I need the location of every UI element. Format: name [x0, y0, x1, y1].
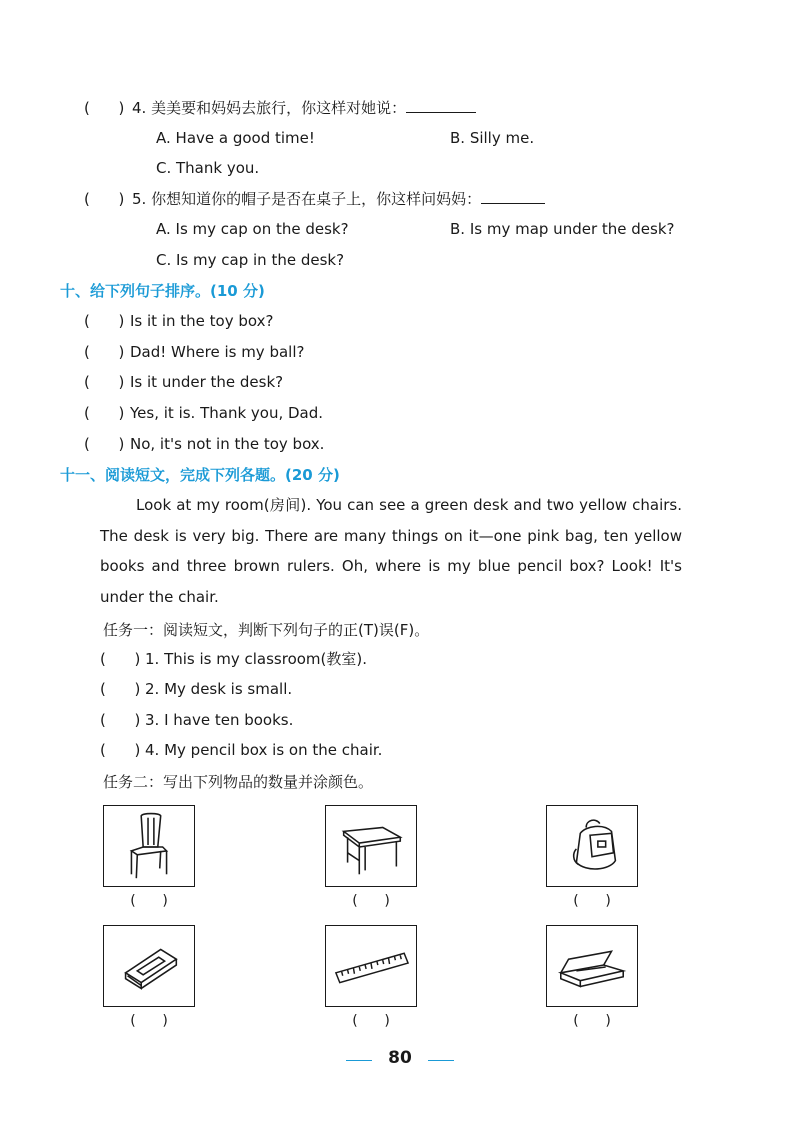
s10-sentence-3: Is it under the desk? [130, 373, 284, 391]
pencil-box-icon [547, 926, 637, 1006]
t1-statement-2: 2. My desk is small. [145, 680, 293, 698]
book-answer-paren[interactable]: ( ) [130, 1013, 168, 1029]
chair-picture [103, 805, 195, 887]
q5-option-b: B. Is my map under the desk? [450, 220, 675, 238]
t1-statement-4: 4. My pencil box is on the chair. [145, 741, 383, 759]
pencil-box-answer-paren[interactable]: ( ) [573, 1013, 611, 1029]
q4-stem [132, 98, 476, 118]
t1-statement-1: 1. This is my classroom(教室). [145, 650, 368, 668]
bag-picture [546, 805, 638, 887]
t1-paren-2[interactable]: ( ) [100, 680, 141, 698]
t1-statement-3: 3. I have ten books. [145, 711, 294, 729]
s10-paren-4[interactable]: ( ) [84, 404, 125, 422]
q5-option-c: C. Is my cap in the desk? [156, 251, 345, 269]
bag-answer-paren[interactable]: ( ) [573, 893, 611, 909]
q5-blank[interactable] [481, 189, 545, 204]
bag-icon [547, 806, 637, 886]
s10-sentence-2: Dad! Where is my ball? [130, 343, 305, 361]
s10-paren-3[interactable]: ( ) [84, 373, 125, 391]
desk-answer-paren[interactable]: ( ) [352, 893, 390, 909]
q4-answer-paren[interactable]: ( ) [84, 99, 125, 117]
book-icon [104, 926, 194, 1006]
t1-paren-3[interactable]: ( ) [100, 711, 141, 729]
q4-option-a: A. Have a good time! [156, 129, 315, 147]
s10-paren-2[interactable]: ( ) [84, 343, 125, 361]
ruler-icon [326, 926, 416, 1006]
s10-paren-5[interactable]: ( ) [84, 435, 125, 453]
desk-picture [325, 805, 417, 887]
reading-passage: Look at my room(房间). You can see a green desk and two yellow chairs. The desk is very big. There are many things on it—one pink bag, ten yellow books and three brown rulers. Oh, where is my blue pencil box? Look! It's under the chair. [100, 496, 682, 606]
page-number: 80 [388, 1048, 412, 1068]
section11-title: 十一、阅读短文，完成下列各题。(20 分) [60, 466, 340, 484]
q5-answer-paren[interactable]: ( ) [84, 190, 125, 208]
ruler-answer-paren[interactable]: ( ) [352, 1013, 390, 1029]
pencil-box-picture [546, 925, 638, 1007]
task2-title: 任务二：写出下列物品的数量并涂颜色。 [103, 773, 374, 791]
q5-stem-text: 5. 你想知道你的帽子是否在桌子上，你这样问妈妈： [132, 190, 482, 208]
q4-stem-text: 4. 美美要和妈妈去旅行，你这样对她说： [132, 99, 407, 117]
chair-answer-paren[interactable]: ( ) [130, 893, 168, 909]
q5-option-a: A. Is my cap on the desk? [156, 220, 349, 238]
chair-icon [104, 806, 194, 886]
desk-icon [326, 806, 416, 886]
q5-stem [132, 189, 545, 209]
s10-sentence-1: Is it in the toy box? [130, 312, 274, 330]
section10-title: 十、给下列句子排序。(10 分) [60, 282, 265, 300]
s10-paren-1[interactable]: ( ) [84, 312, 125, 330]
q4-option-c: C. Thank you. [156, 159, 260, 177]
footer-rule-left [346, 1060, 372, 1061]
task1-title: 任务一：阅读短文，判断下列句子的正(T)误(F)。 [103, 621, 430, 639]
q4-blank[interactable] [406, 98, 476, 113]
book-picture [103, 925, 195, 1007]
footer-rule-right [428, 1060, 454, 1061]
ruler-picture [325, 925, 417, 1007]
s10-sentence-4: Yes, it is. Thank you, Dad. [130, 404, 324, 422]
t1-paren-4[interactable]: ( ) [100, 741, 141, 759]
t1-paren-1[interactable]: ( ) [100, 650, 141, 668]
q4-option-b: B. Silly me. [450, 129, 535, 147]
s10-sentence-5: No, it's not in the toy box. [130, 435, 325, 453]
